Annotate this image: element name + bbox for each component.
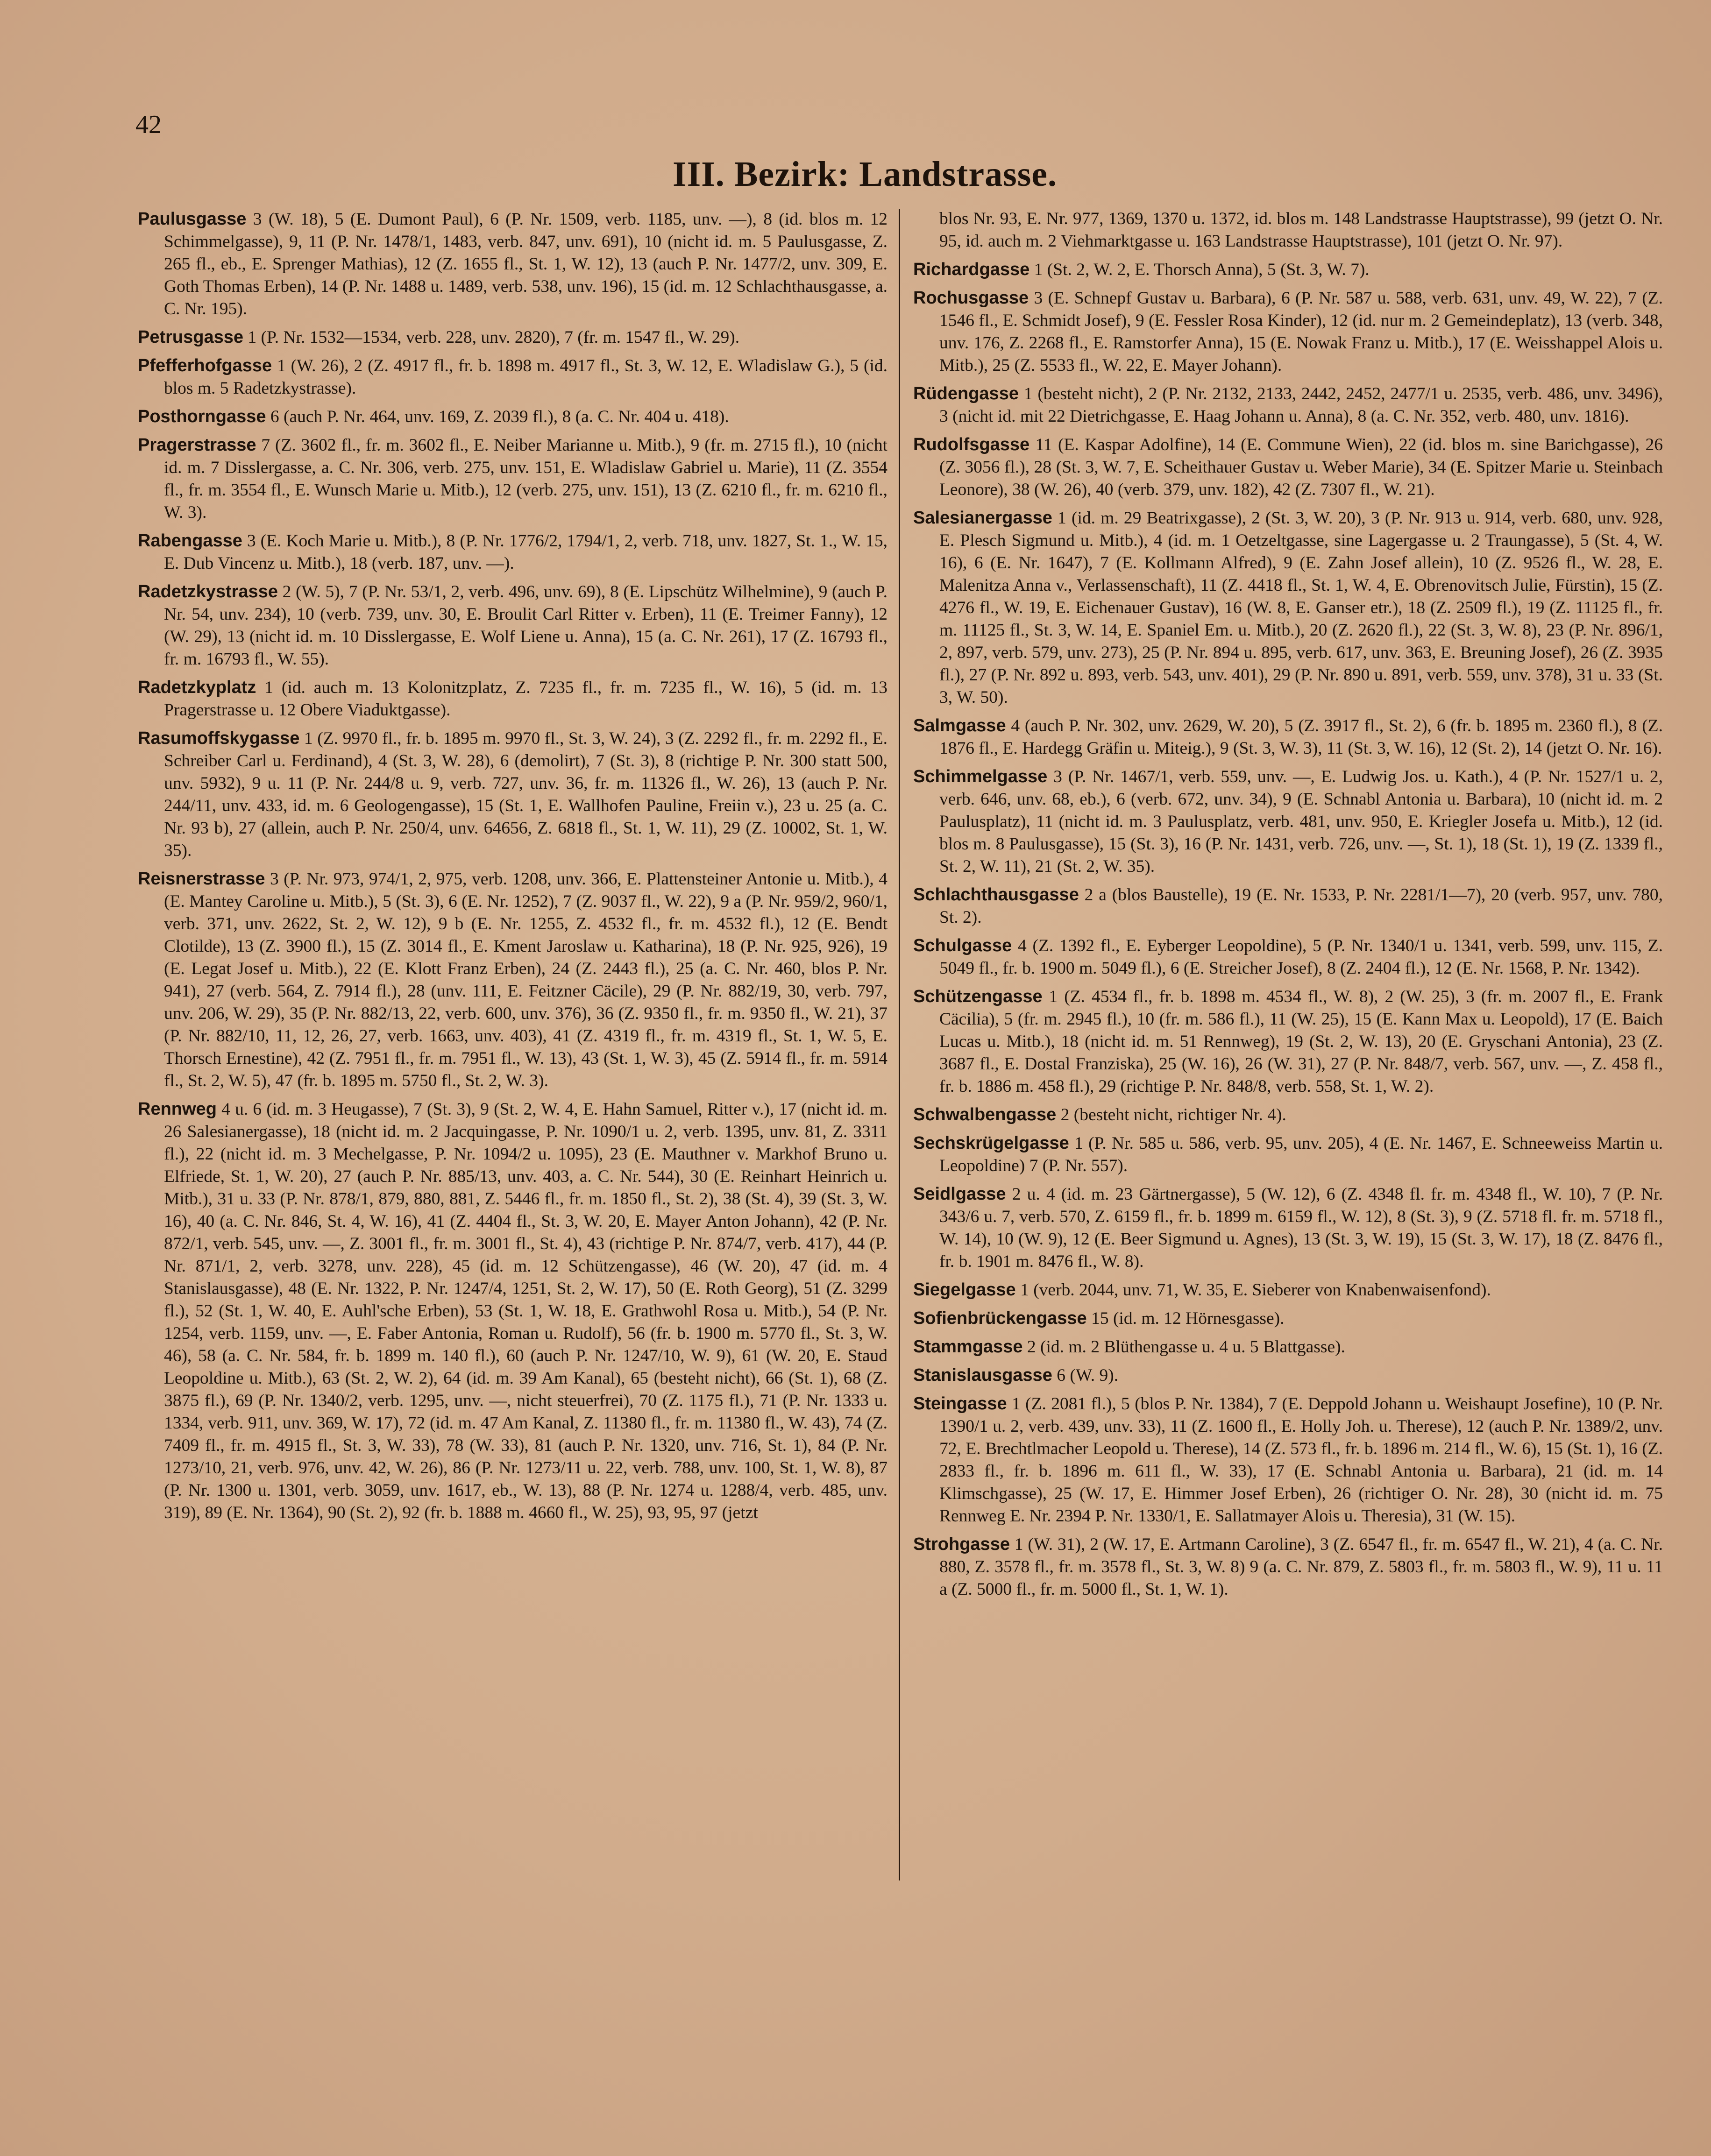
right-column [913, 208, 1663, 1887]
street-name: Paulusgasse [138, 209, 247, 229]
column-divider [899, 209, 900, 1880]
street-name: Schwalbengasse [913, 1105, 1057, 1124]
street-entry [138, 1098, 887, 1524]
entry-details: 1 (P. Nr. 585 u. 586, verb. 95, unv. 205), 4 (E. Nr. 1467, E. Schneeweiss Martin u. Leopoldine) 7 (P. Nr. 557). [939, 1134, 1663, 1175]
street-entry [138, 405, 887, 428]
entry-details: 15 (id. m. 12 Hörnesgasse). [1086, 1309, 1285, 1328]
street-entry [913, 985, 1663, 1098]
entry-details: 4 (auch P. Nr. 302, unv. 2629, W. 20), 5 (Z. 3917 fl., St. 2), 6 (fr. b. 1895 m. 2360 fl.), 8 (Z. 1876 fl., E. Hardegg Gräfin u. Miteig.), 9 (St. 3, W. 3), 11 (St. 3, W. 16), 12 (St. 2), 14 (jetzt O. Nr. 16). [939, 716, 1663, 758]
street-entry [913, 884, 1663, 929]
street-name: Rasumoffskygasse [138, 728, 300, 748]
entry-details: 1 (besteht nicht), 2 (P. Nr. 2132, 2133, 2442, 2452, 2477/1 u. 2535, verb. 486, unv. 3496), 3 (nicht id. mit 22 Dietrichgasse, E. Haag Johann u. Anna), 8 (a. C. Nr. 352, verb. 480, unv. 1816). [939, 384, 1663, 426]
street-entry [913, 382, 1663, 428]
entry-details: 1 (id. auch m. 13 Kolonitzplatz, Z. 7235 fl., fr. m. 7235 fl., W. 16), 5 (id. m. 13 Pragerstrasse u. 12 Obere Viaduktgasse). [164, 678, 887, 720]
street-name: Seidlgasse [913, 1184, 1006, 1204]
street-name: Sofienbrückengasse [913, 1308, 1087, 1328]
entry-details: 1 (id. m. 29 Beatrixgasse), 2 (St. 3, W. 20), 3 (P. Nr. 913 u. 914, verb. 680, unv. 928, E. Plesch Sigmund u. Mitb.), 4 (id. m. 1 Oetzeltgasse, sine Lagergasse u. 2 Traungasse), 5 (St. 4, W. 16), 6 (E. Nr. 1647), 7 (E. Kollmann Alfred), 9 (E. Zahn Josef allein), 10 (Z. 9526 fl., W. 28, E. Malenitza Anna v., Verlassenschaft), 11 (Z. 4418 fl., St. 1, W. 4, E. Obrenovitsch Julie, Fürstin), 15 (Z. 4276 fl., W. 19, E. Eichenauer Gustav), 16 (W. 8, E. Ganser etr.), 18 (Z. 2509 fl.), 19 (Z. 11125 fl., fr. m. 11125 fl., St. 3, W. 14, E. Spaniel Em. u. Mitb.), 20 (Z. 2620 fl.), 22 (St. 3, W. 8), 23 (P. Nr. 896/1, 2, 897, verb. 579, unv. 273), 25 (P. Nr. 894 u. 895, verb. 617, unv. 363, E. Breuning Josef), 26 (Z. 3935 fl.), 27 (P. Nr. 892 u. 893, verb. 543, unv. 401), 29 (P. Nr. 890 u. 891, verb. 559, unv. 378), 31 u. 33 (St. 3, W. 50). [939, 509, 1663, 707]
street-entry [913, 507, 1663, 709]
street-entry [138, 354, 887, 400]
street-entry [138, 580, 887, 671]
street-name: Posthorngasse [138, 407, 266, 426]
street-entry [913, 714, 1663, 760]
street-name: Sechskrügelgasse [913, 1133, 1069, 1153]
entry-details: 3 (E. Schnepf Gustav u. Barbara), 6 (P. Nr. 587 u. 588, verb. 631, unv. 49, W. 22), 7 (Z. 1546 fl., E. Schmidt Josef), 9 (E. Fessler Rosa Kinder), 12 (id. nur m. 2 Gemeindeplatz), 13 (verb. 348, unv. 176, Z. 2268 fl., E. Ramstorfer Anna), 15 (E. Nowak Franz u. Mitb.), 17 (E. Weisshappel Alois u. Mitb.), 25 (Z. 5533 fl., W. 22, E. Mayer Johann). [939, 289, 1663, 375]
entry-details: 11 (E. Kaspar Adolfine), 14 (E. Commune Wien), 22 (id. blos m. sine Barichgasse), 26 (Z. 3056 fl.), 28 (St. 3, W. 7, E. Scheithauer Gustav u. Weber Marie), 34 (E. Spitzer Marie u. Steinbach Leonore), 38 (W. 26), 40 (verb. 379, unv. 182), 42 (Z. 7307 fl., W. 21). [939, 435, 1663, 499]
street-entry [138, 727, 887, 862]
street-name: Radetzkyplatz [138, 678, 256, 697]
entry-details: 2 (id. m. 2 Blüthengasse u. 4 u. 5 Blattgasse). [1022, 1337, 1346, 1357]
street-entry [913, 258, 1663, 281]
street-entry [913, 1279, 1663, 1301]
entry-details: 1 (Z. 4534 fl., fr. b. 1898 m. 4534 fl., W. 8), 2 (W. 25), 3 (fr. m. 2007 fl., E. Frank Cäcilia), 5 (fr. m. 2945 fl.), 10 (fr. m. 586 fl.), 11 (W. 25), 15 (E. Kann Max u. Leopold), 17 (E. Baich Lucas u. Mitb.), 18 (nicht id. m. 51 Rennweg), 19 (St. 2, W. 13), 20 (E. Gryschani Antonia), 23 (Z. 3687 fl., E. Dostal Franziska), 25 (W. 16), 26 (W. 31), 27 (P. Nr. 848/7, verb. 567, unv. —, Z. 458 fl., fr. b. 1886 m. 458 fl.), 29 (richtige P. Nr. 848/8, verb. 558, St. 1, W. 2). [939, 987, 1663, 1096]
street-name: Steingasse [913, 1394, 1007, 1414]
street-name: Petrusgasse [138, 327, 244, 347]
street-name: Rabengasse [138, 531, 242, 551]
entry-details: 7 (Z. 3602 fl., fr. m. 3602 fl., E. Neiber Marianne u. Mitb.), 9 (fr. m. 2715 fl.), 10 (nicht id. m. 7 Disslergasse, a. C. Nr. 306, verb. 275, unv. 151, E. Wladislaw Gabriel u. Marie), 11 (Z. 3554 fl., fr. m. 3554 fl., E. Wunsch Marie u. Mitb.), 12 (verb. 275, unv. 151), 13 (Z. 6210 fl., fr. m. 6210 fl., W. 3). [164, 436, 887, 522]
entry-details: 1 (St. 2, W. 2, E. Thorsch Anna), 5 (St. 3, W. 7). [1029, 260, 1370, 279]
entry-details: 3 (W. 18), 5 (E. Dumont Paul), 6 (P. Nr. 1509, verb. 1185, unv. —), 8 (id. blos m. 12 Schimmelgasse), 9, 11 (P. Nr. 1478/1, 1483, verb. 847, unv. 691), 10 (nicht id. m. 5 Paulusgasse, Z. 265 fl., eb., E. Sprenger Mathias), 12 (Z. 1655 fl., St. 1, W. 12), 13 (auch P. Nr. 1477/2, unv. 309, E. Goth Thomas Erben), 14 (P. Nr. 1488 u. 1489, verb. 538, unv. 196), 15 (id. m. 12 Schlachthausgasse, a. C. Nr. 195). [164, 210, 887, 318]
street-name: Salesianergasse [913, 508, 1052, 528]
entry-details: 1 (Z. 2081 fl.), 5 (blos P. Nr. 1384), 7 (E. Deppold Johann u. Weishaupt Josefine), 10 (P. Nr. 1390/1 u. 2, verb. 439, unv. 33), 11 (Z. 1600 fl., E. Holly Joh. u. Therese), 12 (auch P. Nr. 1389/2, unv. 72, E. Brechtlmacher Leopold u. Therese), 14 (Z. 573 fl., fr. b. 1896 m. 214 fl., W. 6), 15 (St. 1), 16 (Z. 2833 fl., fr. b. 1896 m. 611 fl., W. 33), 17 (E. Schnabl Antonia u. Barbara), 21 (id. m. 14 Klimschgasse), 25 (W. 17, E. Himmer Josef Erben), 26 (richtiger O. Nr. 28), 30 (nicht id. m. 75 Rennweg E. Nr. 2394 P. Nr. 1330/1, E. Sallatmayer Alois u. Theresia), 31 (W. 15). [939, 1394, 1663, 1526]
street-name: Stanislausgasse [913, 1365, 1052, 1385]
street-name: Schulgasse [913, 936, 1012, 955]
entry-details: 1 (Z. 9970 fl., fr. b. 1895 m. 9970 fl., St. 3, W. 24), 3 (Z. 2292 fl., fr. m. 2292 fl., E. Schreiber Carl u. Ferdinand), 4 (St. 3, W. 28), 6 (demolirt), 7 (St. 3), 8 (richtige P. Nr. 300 statt 500, unv. 5932), 9 u. 11 (P. Nr. 244/8 u. 9, verb. 727, unv. 36, fr. m. 11326 fl., W. 26), 13 (auch P. Nr. 244/11, unv. 433, id. m. 6 Geologengasse), 15 (St. 1, E. Wallhofen Pauline, Freiin v.), 23 u. 25 (a. C. Nr. 93 b), 27 (allein, auch P. Nr. 250/4, unv. 64656, Z. 6818 fl., St. 1, W. 11), 29 (Z. 10002, St. 1, W. 35). [164, 729, 887, 860]
street-entry [913, 765, 1663, 878]
street-name: Rennweg [138, 1099, 217, 1119]
street-name: Pragerstrasse [138, 435, 256, 455]
street-name: Radetzkystrasse [138, 582, 278, 601]
street-entry [913, 1364, 1663, 1387]
street-entry [913, 1103, 1663, 1126]
entry-details: 1 (W. 26), 2 (Z. 4917 fl., fr. b. 1898 m. 4917 fl., St. 3, W. 12, E. Wladislaw G.), 5 (id. blos m. 5 Radetzkystrasse). [164, 356, 887, 398]
entry-details: 2 u. 4 (id. m. 23 Gärtnergasse), 5 (W. 12), 6 (Z. 4348 fl. fr. m. 4348 fl., W. 10), 7 (P. Nr. 343/6 u. 7, verb. 570, Z. 6159 fl., fr. b. 1899 m. 6159 fl., W. 12), 8 (St. 3), 9 (Z. 5718 fl. fr. m. 5718 fl., W. 14), 10 (W. 9), 12 (E. Beer Sigmund u. Agnes), 13 (St. 3, W. 19), 15 (St. 3, W. 17), 18 (Z. 8476 fl., fr. b. 1901 m. 8476 fl., W. 8). [939, 1185, 1663, 1271]
street-entry [138, 676, 887, 721]
street-entry [138, 208, 887, 320]
street-entry [913, 208, 1663, 253]
entry-details: 6 (auch P. Nr. 464, unv. 169, Z. 2039 fl.), 8 (a. C. Nr. 404 u. 418). [266, 407, 729, 426]
street-entry [913, 1183, 1663, 1273]
entry-details: 1 (W. 31), 2 (W. 17, E. Artmann Caroline), 3 (Z. 6547 fl., fr. m. 6547 fl., W. 21), 4 (a. C. Nr. 880, Z. 3578 fl., fr. m. 3578 fl., St. 3, W. 8) 9 (a. C. Nr. 879, Z. 5803 fl., fr. m. 5803 fl., W. 9), 11 u. 11 a (Z. 5000 fl., fr. m. 5000 fl., St. 1, W. 1). [939, 1535, 1663, 1599]
street-name: Rudolfsgasse [913, 435, 1030, 454]
street-entry [913, 287, 1663, 377]
page-heading: III. Bezirk: Landstrasse. [673, 155, 1058, 194]
entry-details: 2 (W. 5), 7 (P. Nr. 53/1, 2, verb. 496, unv. 69), 8 (E. Lipschütz Wilhelmine), 9 (auch P. Nr. 54, unv. 234), 10 (verb. 739, unv. 30, E. Broulit Carl Ritter v. Erben), 11 (E. Treimer Fanny), 12 (W. 29), 13 (nicht id. m. 10 Disslergasse, E. Wolf Liene u. Anna), 15 (a. C. Nr. 261), 17 (Z. 16793 fl., fr. m. 16793 fl., W. 55). [164, 582, 887, 669]
entry-details: 4 (Z. 1392 fl., E. Eyberger Leopoldine), 5 (P. Nr. 1340/1 u. 1341, verb. 599, unv. 115, Z. 5049 fl., fr. b. 1900 m. 5049 fl.), 6 (E. Streicher Josef), 8 (Z. 2404 fl.), 12 (E. Nr. 1568, P. Nr. 1342). [939, 936, 1663, 978]
street-name: Siegelgasse [913, 1280, 1016, 1300]
page-number: 42 [135, 110, 162, 139]
street-entry [913, 1393, 1663, 1527]
street-entry [138, 326, 887, 349]
street-entry [913, 1533, 1663, 1601]
entry-details: 1 (verb. 2044, unv. 71, W. 35, E. Sieberer von Knabenwaisenfond). [1015, 1280, 1491, 1300]
street-name: Salmgasse [913, 716, 1006, 735]
entry-details: 2 a (blos Baustelle), 19 (E. Nr. 1533, P. Nr. 2281/1—7), 20 (verb. 957, unv. 780, St. 2). [939, 885, 1663, 927]
street-name: Schützengasse [913, 987, 1043, 1006]
street-entry [913, 433, 1663, 501]
street-name: Pfefferhofgasse [138, 356, 272, 375]
street-name: Schlachthausgasse [913, 885, 1079, 905]
entry-details: 3 (E. Koch Marie u. Mitb.), 8 (P. Nr. 1776/2, 1794/1, 2, verb. 718, unv. 1827, St. 1., W. 15, E. Dub Vincenz u. Mitb.), 18 (verb. 187, unv. —). [164, 531, 887, 573]
street-name: Rochusgasse [913, 288, 1029, 308]
entry-details: 6 (W. 9). [1052, 1366, 1119, 1385]
street-entry [138, 530, 887, 575]
entry-details: 4 u. 6 (id. m. 3 Heugasse), 7 (St. 3), 9 (St. 2, W. 4, E. Hahn Samuel, Ritter v.), 17 (nicht id. m. 26 Salesianergasse), 18 (nicht id. m. 2 Jacquingasse, P. Nr. 1090/1 u. 2, verb. 1395, unv. 81, Z. 3311 fl.), 22 (nicht id. m. 3 Mechelgasse, P. Nr. 1094/2 u. 1095), 23 (E. Mauthner v. Markhof Bruno u. Elfriede, St. 1, W. 20), 27 (auch P. Nr. 885/13, unv. 403, a. C. Nr. 544), 30 (E. Reinhart Heinrich u. Mitb.), 31 u. 33 (P. Nr. 878/1, 879, 880, 881, Z. 5446 fl., fr. m. 1850 fl., St. 2), 38 (St. 4), 39 (St. 3, W. 16), 40 (a. C. Nr. 846, St. 4, W. 16), 41 (Z. 4404 fl., St. 3, W. 20, E. Mayer Anton Johann), 42 (P. Nr. 872/1, verb. 545, unv. —, Z. 3001 fl., fr. m. 3001 fl., St. 4), 43 (richtige P. Nr. 874/7, verb. 417), 44 (P. Nr. 871/1, 2, verb. 3278, unv. 228), 45 (id. m. 12 Schützengasse), 46 (W. 20), 47 (id. m. 4 Stanislausgasse), 48 (E. Nr. 1322, P. Nr. 1247/4, 1251, St. 2, W. 17), 50 (E. Roth Georg), 51 (Z. 3299 fl.), 52 (St. 1, W. 40, E. Auhl'sche Erben), 53 (St. 1, W. 18, E. Grathwohl Rosa u. Mitb.), 54 (P. Nr. 1254, verb. 1159, unv. —, E. Faber Antonia, Roman u. Rudolf), 56 (fr. b. 1900 m. 5770 fl., St. 3, W. 46), 58 (a. C. Nr. 584, fr. b. 1899 m. 140 fl.), 60 (auch P. Nr. 1247/10, W. 9), 61 (W. 20, E. Staud Leopoldine u. Mitb.), 63 (St. 2, W. 2), 64 (id. m. 39 Am Kanal), 65 (besteht nicht), 66 (St. 1), 68 (Z. 3875 fl.), 69 (P. Nr. 1340/2, verb. 1295, unv. —, nicht steuerfrei), 70 (Z. 1175 fl.), 71 (P. Nr. 1333 u. 1334, verb. 911, unv. 369, W. 17), 72 (id. m. 47 Am Kanal, Z. 11380 fl., fr. m. 11380 fl., W. 43), 74 (Z. 7409 fl., fr. m. 4915 fl., St. 3, W. 33), 78 (W. 33), 81 (auch P. Nr. 1320, unv. 716, St. 1), 84 (P. Nr. 1273/10, 21, verb. 976, unv. 42, W. 26), 86 (P. Nr. 1273/11 u. 22, verb. 788, unv. 100, St. 1, W. 8), 87 (P. Nr. 1300 u. 1301, verb. 3059, unv. 1617, eb., W. 13), 88 (P. Nr. 1274 u. 1288/4, verb. 485, unv. 319), 89 (E. Nr. 1364), 90 (St. 2), 92 (fr. b. 1888 m. 4660 fl., W. 25), 93, 95, 97 (jetzt [164, 1100, 887, 1522]
entry-details: 3 (P. Nr. 1467/1, verb. 559, unv. —, E. Ludwig Jos. u. Kath.), 4 (P. Nr. 1527/1 u. 2, verb. 646, unv. 68, eb.), 6 (verb. 672, unv. 34), 9 (E. Schnabl Antonia u. Barbara), 10 (nicht id. m. 2 Paulusplatz), 11 (nicht id. m. 3 Paulusplatz, verb. 481, unv. 950, E. Kriegler Josefa u. Mitb.), 12 (id. blos m. 8 Paulusgasse), 15 (St. 3), 16 (P. Nr. 1431, verb. 726, unv. —, St. 1), 18 (St. 1), 19 (Z. 1339 fl., St. 2, W. 11), 21 (St. 2, W. 35). [939, 767, 1663, 876]
street-entry [913, 1307, 1663, 1330]
left-column [138, 208, 887, 1887]
street-name: Stammgasse [913, 1337, 1023, 1357]
street-name: Rüdengasse [913, 384, 1019, 403]
street-name: Richardgasse [913, 260, 1030, 279]
entry-details: 2 (besteht nicht, richtiger Nr. 4). [1056, 1105, 1286, 1124]
entry-details: 1 (P. Nr. 1532—1534, verb. 228, unv. 2820), 7 (fr. m. 1547 fl., W. 29). [243, 328, 740, 347]
street-entry [138, 868, 887, 1092]
entry-details: blos Nr. 93, E. Nr. 977, 1369, 1370 u. 1372, id. blos m. 148 Landstrasse Hauptstrasse), 99 (jetzt O. Nr. 95, id. auch m. 2 Viehmarktgasse u. 163 Landstrasse Hauptstrasse), 101 (jetzt O. Nr. 97). [939, 209, 1663, 251]
entry-details: 3 (P. Nr. 973, 974/1, 2, 975, verb. 1208, unv. 366, E. Plattensteiner Antonie u. Mitb.), 4 (E. Mantey Caroline u. Mitb.), 5 (St. 3), 6 (E. Nr. 1252), 7 (Z. 9037 fl., W. 22), 9 a (P. Nr. 959/2, 960/1, verb. 371, unv. 2622, St. 2, W. 12), 9 b (E. Nr. 1255, Z. 4532 fl., fr. m. 4532 fl.), 12 (E. Bendt Clotilde), 13 (Z. 3900 fl.), 15 (Z. 3014 fl., E. Kment Jaroslaw u. Katharina), 18 (P. Nr. 925, 926), 19 (E. Legat Josef u. Mitb.), 22 (E. Klott Franz Erben), 24 (Z. 2443 fl.), 25 (a. C. Nr. 460, blos P. Nr. 941), 27 (verb. 564, Z. 7914 fl.), 28 (unv. 111, E. Feitzner Cäcile), 29 (P. Nr. 882/19, 30, verb. 797, unv. 206, W. 29), 35 (P. Nr. 882/13, 22, verb. 600, unv. 376), 36 (Z. 9350 fl., fr. m. 9350 fl., W. 21), 37 (P. Nr. 882/10, 11, 12, 26, 27, verb. 1663, unv. 403), 41 (Z. 4319 fl., fr. m. 4319 fl., St. 1, W. 5, E. Thorsch Ernestine), 42 (Z. 7951 fl., fr. m. 7951 fl., W. 13), 43 (St. 1, W. 3), 45 (Z. 5914 fl., fr. m. 5914 fl., St. 2, W. 5), 47 (fr. b. 1895 m. 5750 fl., St. 2, W. 3). [164, 869, 887, 1090]
street-name: Strohgasse [913, 1534, 1010, 1554]
street-entry [138, 434, 887, 524]
street-entry [913, 934, 1663, 980]
street-entry [913, 1132, 1663, 1177]
street-name: Schimmelgasse [913, 767, 1048, 786]
street-entry [913, 1336, 1663, 1358]
street-name: Reisnerstrasse [138, 869, 265, 889]
